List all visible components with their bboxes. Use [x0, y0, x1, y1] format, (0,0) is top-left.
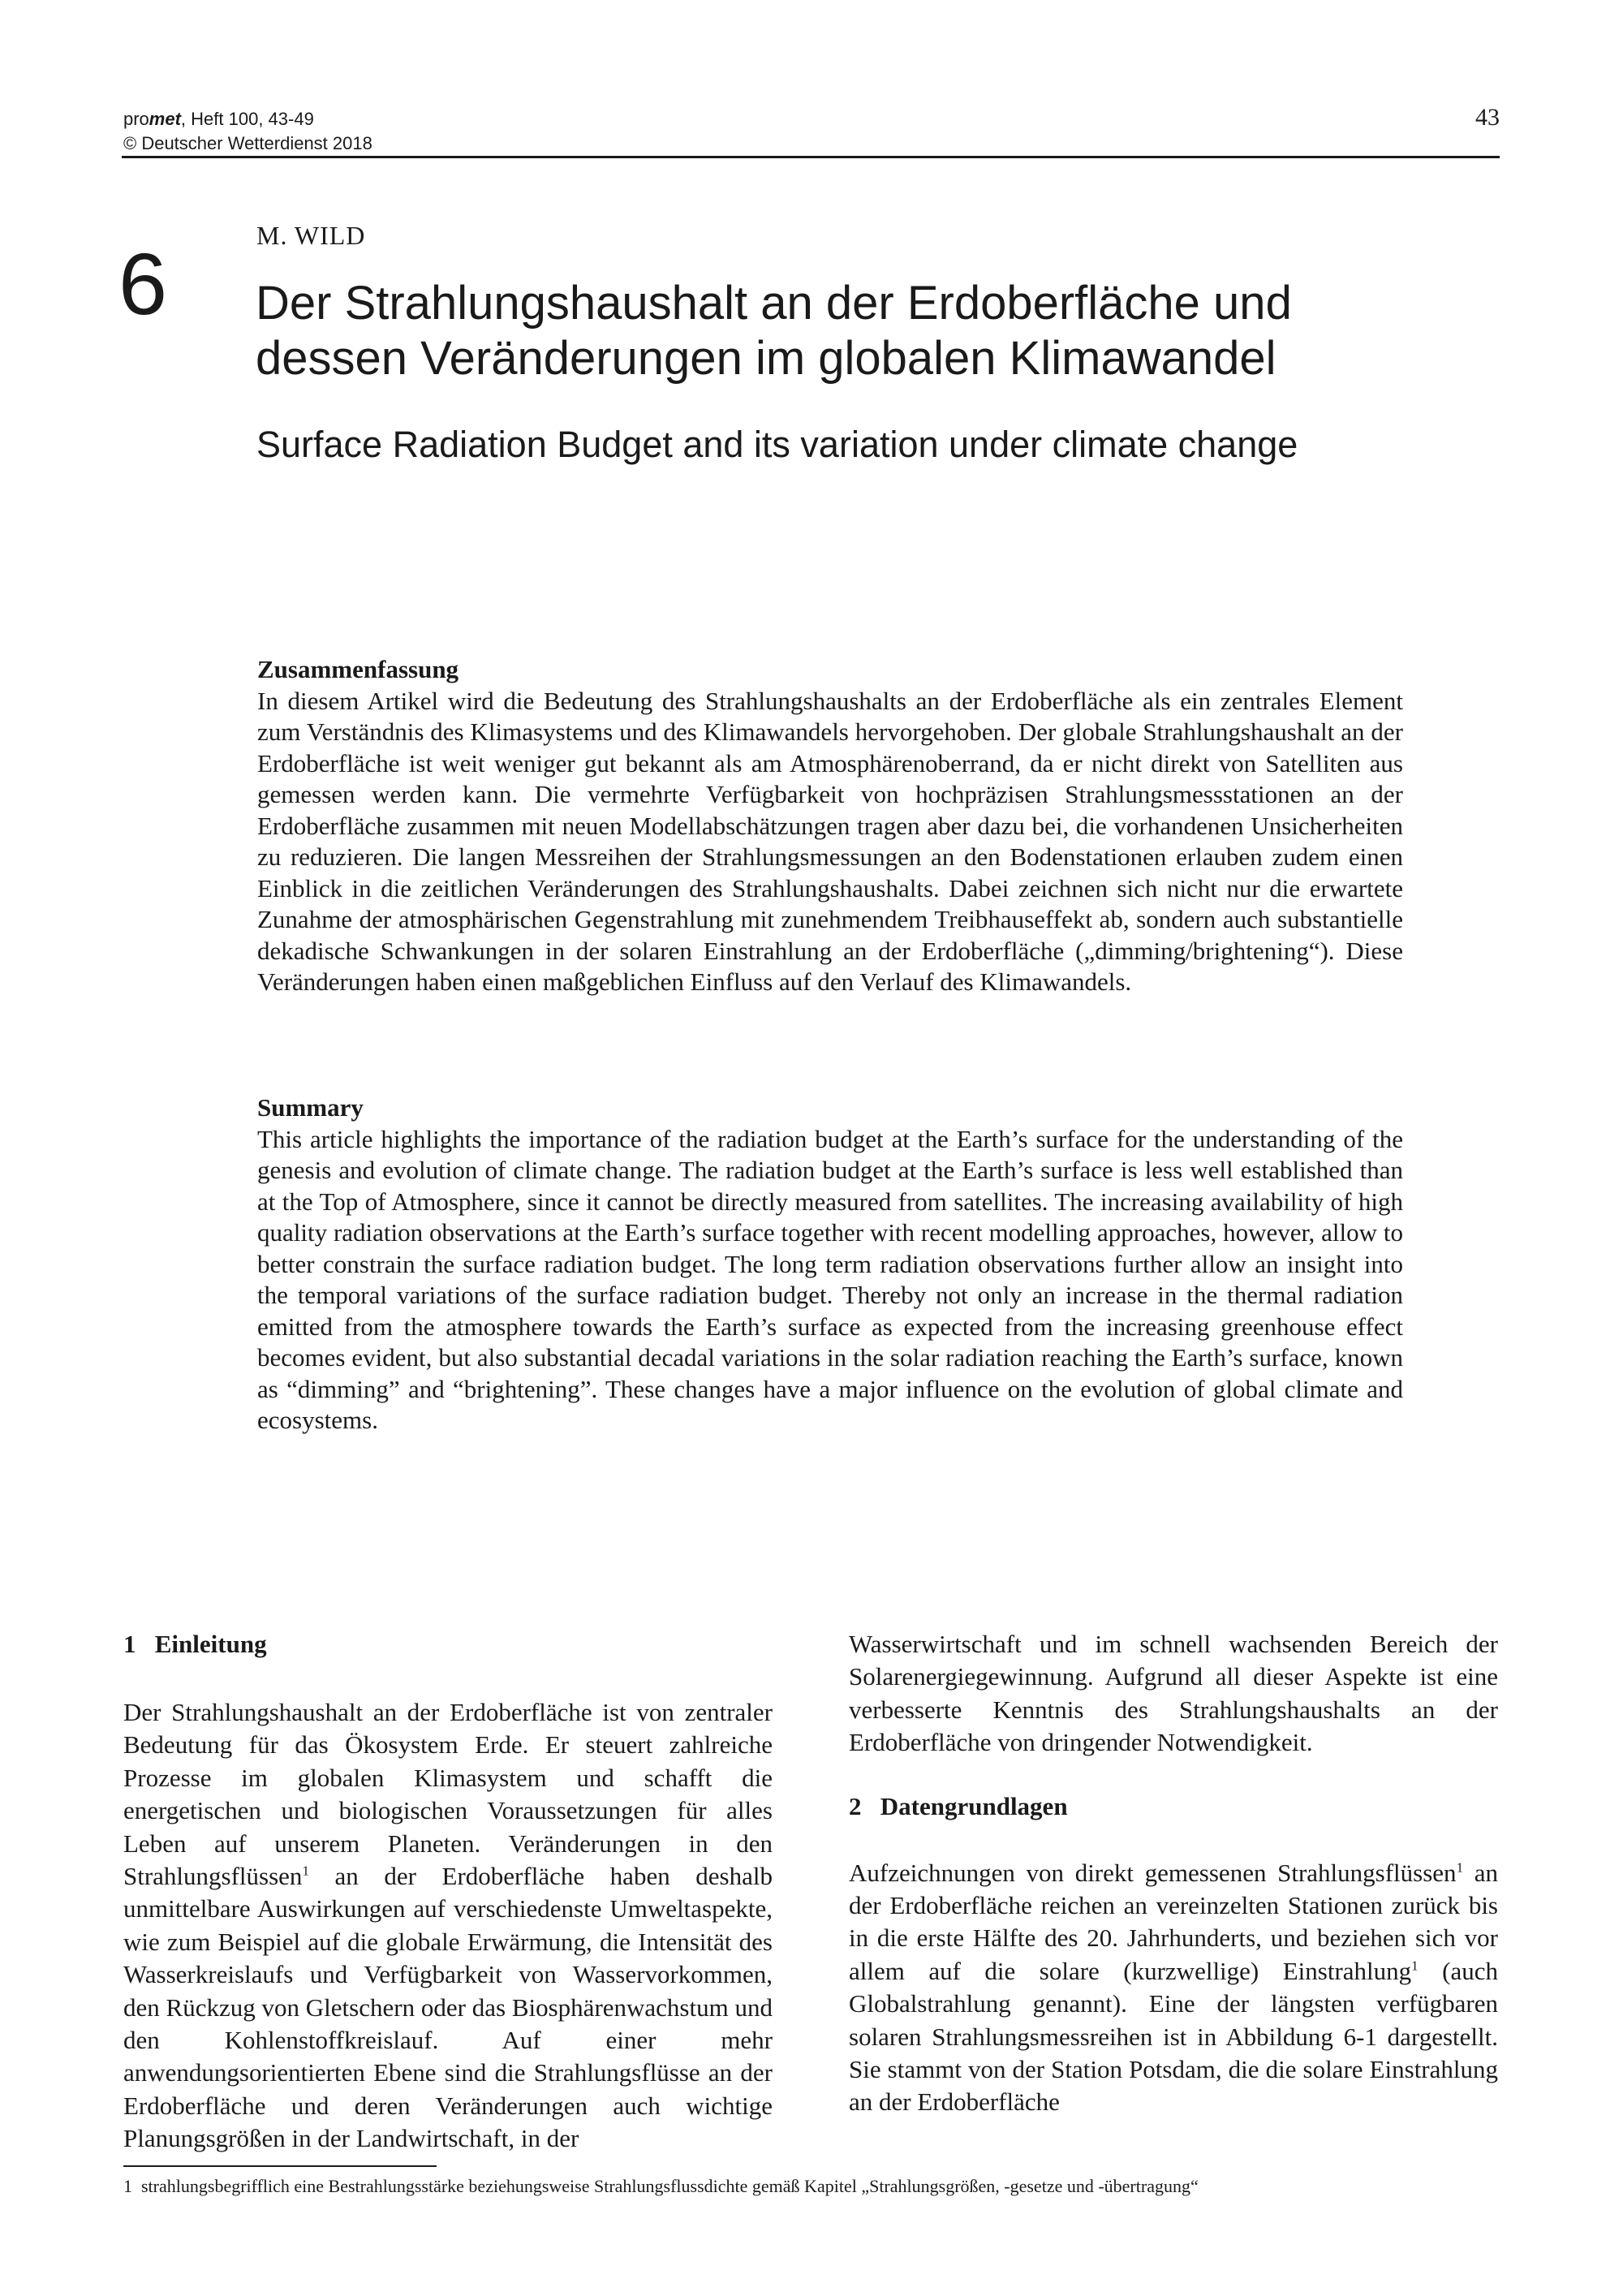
article-title: [256, 276, 1505, 386]
section-2-heading: 2 Datengrundlagen: [849, 1791, 1068, 1820]
section-2-text-a: Aufzeichnungen von direkt gemessenen Strahlungsflüssen: [849, 1858, 1457, 1887]
body-column-right: [849, 1628, 1498, 2119]
title-line-1: Der Strahlungshaushalt an der Erdoberfläche und: [256, 277, 1292, 330]
abstract-english-heading: Summary: [257, 1093, 364, 1122]
body-column-left: [123, 1628, 773, 2156]
section-1-text-b: an der Erdoberfläche haben deshalb unmittelbare Auswirkungen auf verschiedenste Umweltaspekte, wie zum Beispiel auf die globale Erwärmung, die Intensität des Wasserkreislaufs und Verfügbarkeit von Wasservorkommen, den Rückzug von Gletschern oder das Biosphärenwachstum und den Kohlenstoffkreislauf. Auf einer mehr anwendungsorientierten Ebene sind die Strahlungsflüsse an der Erdoberfläche und deren Veränderungen auch wichtige Planungsgrößen in der Landwirtschaft, in der: [123, 1862, 773, 2153]
article-subtitle: Surface Radiation Budget and its variation under climate change: [256, 424, 1298, 465]
abstract-english-text: This article highlights the importance of the radiation budget at the Earth’s surface for the understanding of the genesis and evolution of climate change. The radiation budget at the Earth’s surface is less well established than at the Top of Atmosphere, since it cannot be directly measured from satellites. The increasing availability of high quality radiation observations at the Earth’s surface together with recent modelling approaches, however, allow to better constrain the surface radiation budget. The long term radiation observations further allow an insight into the temporal variations of the surface radiation budget. Thereby not only an increase in the thermal radiation emitted from the atmosphere towards the Earth’s surface as expected from the increasing greenhouse effect becomes evident, but also substantial decadal variations in the solar radiation reaching the Earth’s surface, known as “dimming” and “brightening”. These changes have a major influence on the evolution of global climate and ecosystems.: [257, 1124, 1403, 1434]
section-2-text-b: an der Erdoberfläche reichen an vereinzelten Stationen zurück bis in die erste Hälfte des 20. Jahrhunderts, und beziehen sich vor allem auf die solare (kurzwellige) Einstrahlung: [849, 1858, 1498, 1985]
chapter-number: 6: [118, 235, 168, 333]
section-1-heading: 1 Einleitung: [123, 1630, 267, 1658]
section-2-text-c: (auch Globalstrahlung genannt). Eine der längsten verfügbaren solaren Strahlungsmessreihen ist in Abbildung 6-1 dargestellt. Sie stammt von der Station Potsdam, die die solare Einstrahlung an der Erdoberfläche: [849, 1956, 1499, 2117]
header-divider: [122, 156, 1500, 158]
footnote-number: 1: [123, 2176, 132, 2196]
abstract-english: [257, 1092, 1403, 1437]
section-1-paragraph-continued: Wasserwirtschaft und im schnell wachsenden Bereich der Solarenergiegewinnung. Aufgrund all dieser Aspekte ist eine verbesserte Kenntnis des Strahlungshaushalts an der Erdoberfläche von dringender Notwendigkeit.: [849, 1630, 1498, 1757]
footnote-reference: 1: [1456, 1859, 1464, 1876]
title-line-2: dessen Veränderungen im globalen Klimawandel: [256, 332, 1276, 385]
journal-issue: , Heft 100, 43-49: [180, 109, 314, 129]
journal-line: [123, 107, 372, 131]
footnote-text: strahlungsbegrifflich eine Bestrahlungsstärke beziehungsweise Strahlungsflussdichte gemäß Kapitel „Strahlungsgrößen, -gesetze und -übertragung“: [141, 2176, 1199, 2196]
page-number: 43: [1475, 104, 1500, 131]
journal-citation: [123, 107, 372, 156]
section-1-text-a: Der Strahlungshaushalt an der Erdoberfläche ist von zentraler Bedeutung für das Ökosystem Erde. Er steuert zahlreiche Prozesse im globalen Klimasystem und schafft die energetischen und biologischen Voraussetzungen für alles Leben auf unserem Planeten. Veränderungen in den Strahlungsflüssen: [123, 1698, 773, 1891]
abstract-german: [257, 654, 1403, 998]
author-name: M. WILD: [256, 221, 366, 250]
footnote-divider: [123, 2165, 437, 2167]
section-1-paragraph: [123, 1696, 773, 2156]
copyright-notice: © Deutscher Wetterdienst 2018: [123, 133, 372, 153]
journal-brand: met: [149, 109, 181, 129]
footnote: [123, 2175, 1199, 2198]
abstract-german-text: In diesem Artikel wird die Bedeutung des Strahlungshaushalts an der Erdoberfläche als ein zentrales Element zum Verständnis des Klimasystems und des Klimawandels hervorgehoben. Der globale Strahlungshaushalt an der Erdoberfläche ist weit weniger gut bekannt als am Atmosphärenoberrand, da er nicht direkt von Satelliten aus gemessen werden kann. Die vermehrte Verfügbarkeit von hochpräzisen Strahlungsmessstationen an der Erdoberfläche zusammen mit neuen Modellabschätzungen tragen aber dazu bei, die vorhandenen Unsicherheiten zu reduzieren. Die langen Messreihen der Strahlungsmessungen an den Bodenstationen erlauben zudem einen Einblick in die zeitlichen Veränderungen des Strahlungshaushalts. Dabei zeichnen sich nicht nur die erwartete Zunahme der atmosphärischen Gegenstrahlung mit zunehmendem Treibhauseffekt ab, sondern auch substantielle dekadische Schwankungen in der solaren Einstrahlung an der Erdoberfläche („dimming/brightening“). Diese Veränderungen haben einen maßgeblichen Einfluss auf den Verlauf des Klimawandels.: [257, 686, 1403, 996]
journal-prefix: pro: [123, 109, 149, 129]
footnote-reference: 1: [1411, 1958, 1419, 1974]
abstract-german-heading: Zusammenfassung: [257, 655, 459, 683]
footnote-reference: 1: [302, 1863, 309, 1879]
section-2-paragraph: [849, 1857, 1498, 2119]
